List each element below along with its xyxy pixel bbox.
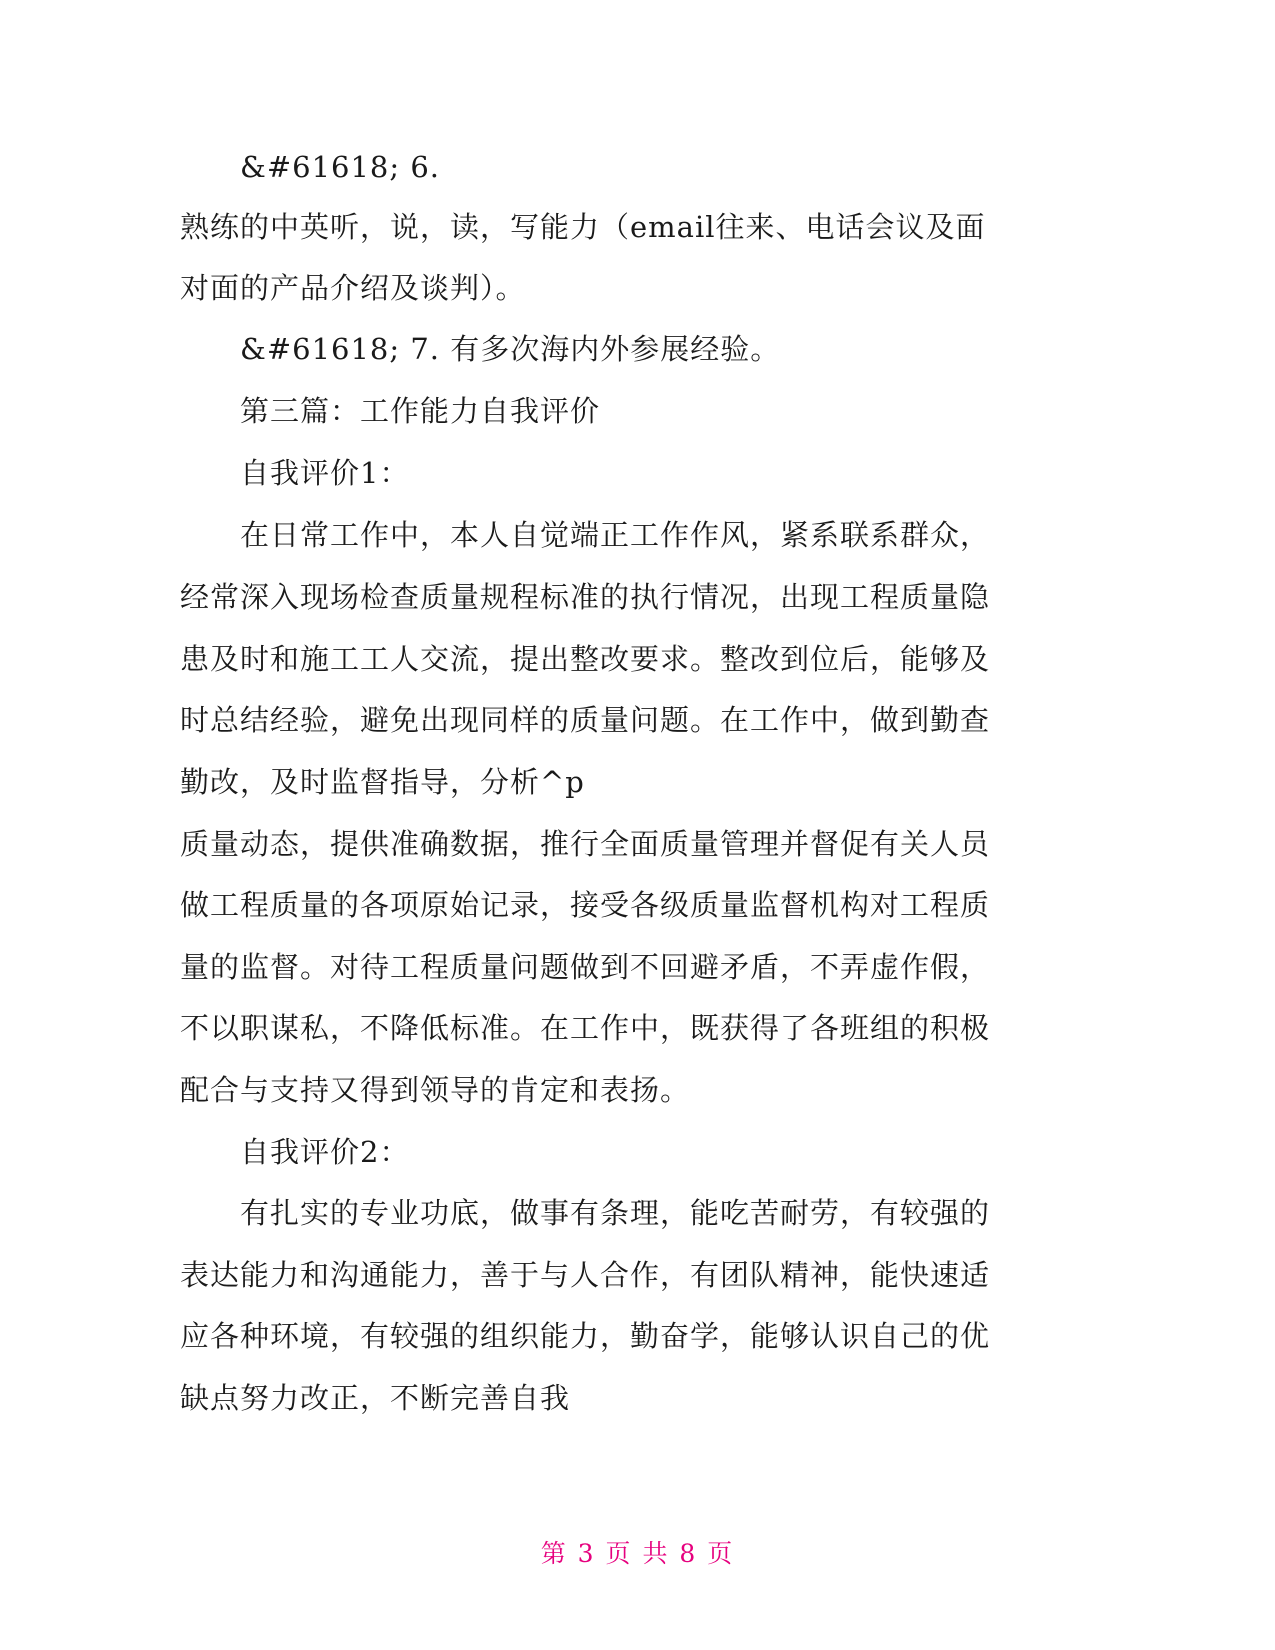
line-13: 做工程质量的各项原始记录，接受各级质量监督机构对工程质 <box>180 888 991 922</box>
line-3: 对面的产品介绍及谈判）。 <box>180 271 526 305</box>
subheading-1: 自我评价1： <box>240 456 410 490</box>
line-18: 有扎实的专业功底，做事有条理，能吃苦耐劳，有较强的 <box>240 1196 991 1230</box>
line-2: 熟练的中英听，说，读，写能力（email往来、电话会议及面 <box>180 210 986 244</box>
page-number-footer: 第 3 页 共 8 页 <box>540 1539 735 1568</box>
section-heading: 第三篇：工作能力自我评价 <box>240 394 601 428</box>
line-1: &#61618; 6. <box>240 150 441 184</box>
line-12: 质量动态，提供准确数据，推行全面质量管理并督促有关人员 <box>180 827 991 861</box>
line-4: &#61618; 7. 有多次海内外参展经验。 <box>240 332 781 366</box>
line-21: 缺点努力改正，不断完善自我 <box>180 1381 571 1415</box>
line-11: 勤改，及时监督指导，分析^p <box>180 765 585 799</box>
line-20: 应各种环境，有较强的组织能力，勤奋学，能够认识自己的优 <box>180 1319 991 1353</box>
line-7: 在日常工作中，本人自觉端正工作作风，紧系联系群众， <box>240 518 991 552</box>
line-16: 配合与支持又得到领导的肯定和表扬。 <box>180 1073 691 1107</box>
subheading-2: 自我评价2： <box>240 1135 410 1169</box>
line-8: 经常深入现场检查质量规程标准的执行情况，出现工程质量隐 <box>180 580 991 614</box>
line-15: 不以职谋私，不降低标准。在工作中，既获得了各班组的积极 <box>180 1011 991 1045</box>
line-10: 时总结经验，避免出现同样的质量问题。在工作中，做到勤查 <box>180 703 991 737</box>
line-14: 量的监督。对待工程质量问题做到不回避矛盾，不弄虚作假， <box>180 950 991 984</box>
line-9: 患及时和施工工人交流，提出整改要求。整改到位后，能够及 <box>180 642 991 676</box>
line-19: 表达能力和沟通能力，善于与人合作，有团队精神，能快速适 <box>180 1258 991 1292</box>
